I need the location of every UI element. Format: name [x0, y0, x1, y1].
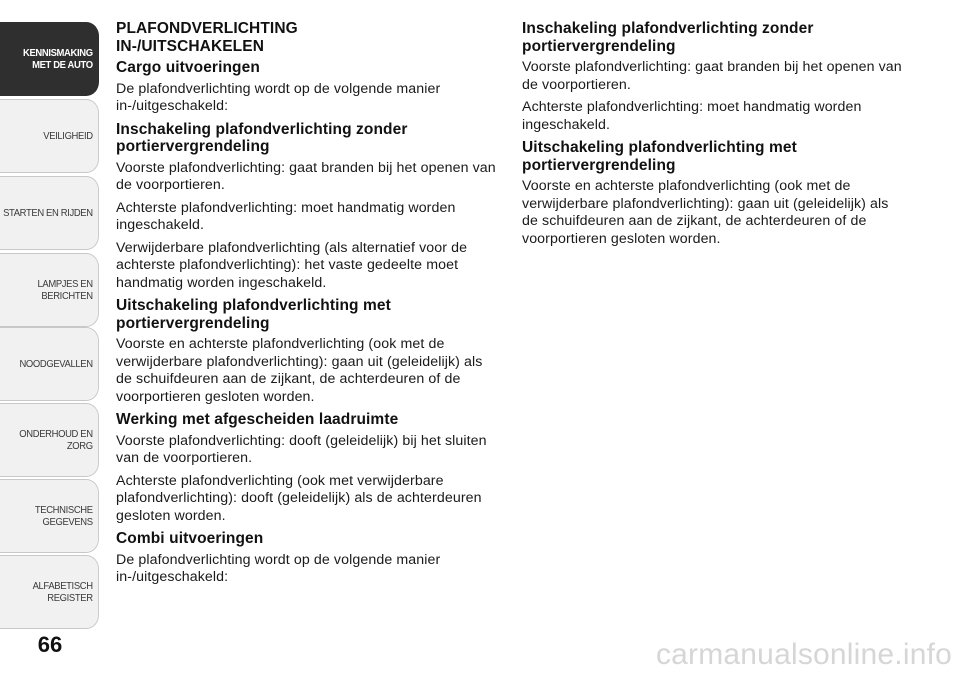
paragraph: Verwijderbare plafondverlichting (als alternatief voor de achterste plafondverlichting): het vaste gedeelte moet handmatig worden ingeschakeld. — [116, 239, 468, 291]
paragraph: Achterste plafondverlichting: moet handmatig worden ingeschakeld. — [116, 199, 456, 233]
subheading: Inschakeling plafondverlichting zonder portiervergrendeling — [522, 20, 814, 55]
tab-onderhoud-en-zorg[interactable] — [0, 403, 99, 477]
tab-label: ONDERHOUD EN ZORG — [19, 428, 93, 452]
right-column — [522, 20, 902, 253]
paragraph: Voorste en achterste plafondverlichting (ook met de verwijderbare plafondverlichting): gaan uit (geleidelijk) als de schuifdeuren aan de zijkant, de achterdeuren of de voorportieren gesloten worden. — [116, 336, 483, 405]
tab-label: VEILIGHEID — [43, 130, 93, 142]
watermark: carmanualsonline.info — [655, 638, 952, 671]
subheading: Uitschakeling plafondverlichting met portiervergrendeling — [522, 139, 797, 174]
tab-label: TECHNISCHE GEGEVENS — [34, 504, 93, 528]
tab-technische-gegevens[interactable] — [0, 479, 99, 553]
page-number: 66 — [37, 632, 63, 657]
subheading: Werking met afgescheiden laadruimte — [116, 411, 399, 428]
left-column — [116, 20, 496, 592]
section-title: PLAFONDVERLICHTING IN-/UITSCHAKELEN — [116, 20, 298, 55]
paragraph: Voorste plafondverlichting: gaat branden bij het openen van de voorportieren. — [116, 159, 496, 193]
tab-alfabetisch-register[interactable] — [0, 555, 99, 629]
tab-label: KENNISMAKING MET DE AUTO — [22, 47, 93, 71]
paragraph: De plafondverlichting wordt op de volgende manier in-/uitgeschakeld: — [116, 80, 441, 114]
tab-lampjes-en-berichten[interactable] — [0, 253, 99, 327]
tab-label: NOODGEVALLEN — [19, 358, 93, 370]
subheading-combi: Combi uitvoeringen — [116, 530, 264, 547]
paragraph: Voorste en achterste plafondverlichting (ook met de verwijderbare plafondverlichting): gaan uit (geleidelijk) als de schuifdeuren aan de zijkant, de achterdeuren of de voorportieren gesloten worden. — [522, 178, 889, 247]
tab-starten-en-rijden[interactable] — [0, 176, 99, 250]
paragraph: Achterste plafondverlichting (ook met verwijderbare plafondverlichting): dooft (geleidelijk) als de achterdeuren gesloten worden. — [116, 472, 482, 524]
paragraph: Voorste plafondverlichting: dooft (geleidelijk) bij het sluiten van de voorportieren. — [116, 432, 487, 466]
tab-label: LAMPJES EN BERICHTEN — [37, 278, 93, 302]
tab-veiligheid[interactable] — [0, 99, 99, 173]
tab-kennismaking-met-de-auto[interactable] — [0, 22, 99, 96]
paragraph: De plafondverlichting wordt op de volgende manier in-/uitgeschakeld: — [116, 551, 441, 585]
paragraph: Achterste plafondverlichting: moet handmatig worden ingeschakeld. — [522, 99, 862, 133]
subheading: Uitschakeling plafondverlichting met portiervergrendeling — [116, 297, 391, 332]
tab-noodgevallen[interactable] — [0, 327, 99, 401]
tab-label: ALFABETISCH REGISTER — [32, 580, 93, 604]
subheading-cargo: Cargo uitvoeringen — [116, 59, 260, 76]
paragraph: Voorste plafondverlichting: gaat branden bij het openen van de voorportieren. — [522, 59, 902, 93]
tab-label: STARTEN EN RIJDEN — [3, 207, 93, 219]
subheading: Inschakeling plafondverlichting zonder portiervergrendeling — [116, 120, 408, 155]
